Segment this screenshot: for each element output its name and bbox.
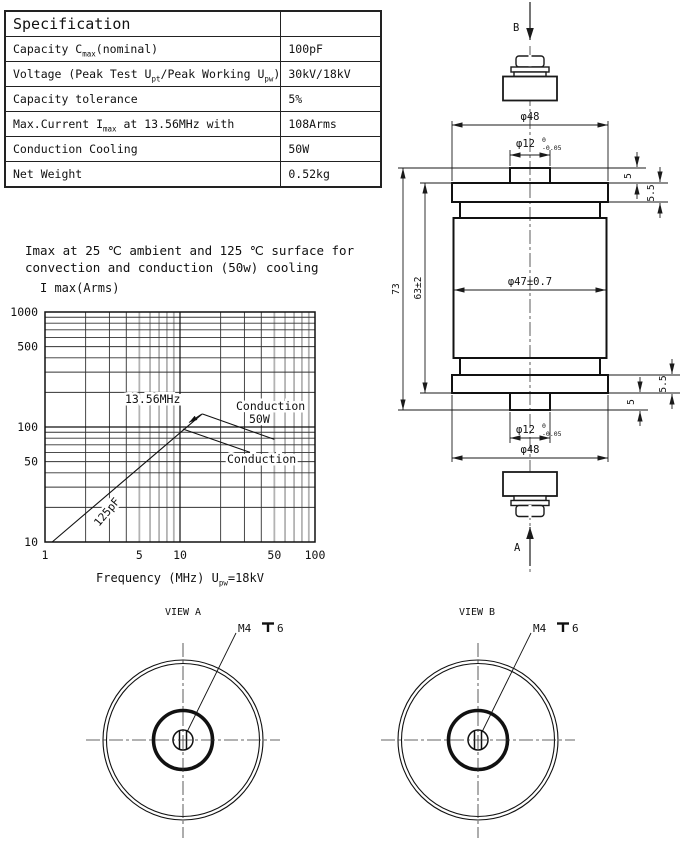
view-a-thread-depth: 6 — [277, 622, 284, 635]
view-b-arrow-label: B — [513, 22, 520, 34]
table-row — [5, 112, 381, 137]
table-row — [5, 137, 381, 162]
spec-label: Capacity $C_{max}(nominal)$ — [5, 37, 281, 62]
view-b-title: VIEW B — [458, 607, 496, 618]
bottom-screw-assembly — [503, 472, 557, 518]
view-b-thread-size: M4 — [533, 622, 547, 635]
dim-phi12-top-tol-lower: -0.05 — [542, 144, 562, 152]
table-row — [5, 37, 381, 62]
dim-boss-height-top: 5 — [623, 173, 634, 179]
annotation-125pf: 125pF — [91, 495, 123, 529]
x-tick-label: 50 — [267, 548, 282, 562]
annotation-conduction: Conduction — [227, 452, 297, 466]
table-row — [5, 162, 381, 188]
spec-value: 50W — [281, 137, 382, 162]
spec-value: 0.52kg — [281, 162, 382, 188]
dim-phi12-top: φ12 — [516, 138, 535, 150]
dim-phi12-bottom-tol-upper: 0 — [542, 422, 546, 430]
view-a-thread-size: M4 — [238, 622, 252, 635]
top-screw-assembly — [503, 55, 557, 101]
annotation-conduction-50w-line2: 50W — [249, 412, 270, 426]
x-tick-label: 1 — [41, 548, 49, 562]
dim-flange-height-bottom: 5.5 — [658, 375, 669, 393]
y-tick-label: 10 — [24, 535, 38, 549]
view-b-drawing — [381, 624, 575, 839]
x-tick-label: 100 — [304, 548, 326, 562]
spec-value: 108Arms — [281, 112, 382, 137]
y-tick-label: 50 — [24, 454, 38, 469]
specification-table — [4, 10, 382, 188]
freq-marker-arrow — [189, 415, 201, 423]
view-a-drawing — [86, 624, 280, 839]
dim-boss-height-bottom: 5 — [626, 399, 637, 405]
annotation-conduction-50w: Conduction — [236, 399, 306, 413]
spec-value: 100pF — [281, 37, 382, 62]
table-title: Specification — [5, 11, 281, 37]
end-views — [0, 595, 695, 847]
dim-phi12-bottom-tol-lower: -0.05 — [542, 430, 562, 438]
y-tick-label: 1000 — [10, 305, 38, 319]
chart-y-axis-label: I max(Arms) — [40, 281, 120, 295]
x-tick-label: 5 — [135, 548, 143, 562]
view-b-thread-depth: 6 — [572, 622, 579, 635]
dim-phi12-top-tol-upper: 0 — [542, 136, 546, 144]
y-tick-label: 500 — [17, 339, 38, 354]
table-row — [5, 62, 381, 87]
chart-x-axis-label: Frequency (MHz) $U_{pw}=18kV$ — [96, 571, 264, 588]
table-header-row — [5, 11, 381, 37]
annotation-frequency: 13.56MHz — [125, 392, 181, 406]
dim-phi48-top: φ48 — [520, 111, 540, 123]
chart-title-line1: Imax at 25 ℃ ambient and 125 ℃ surface for — [25, 243, 355, 258]
spec-label: Voltage (Peak Test $U_{pt}$/Peak Working $U_{pw}$) — [5, 62, 281, 87]
dim-body-height: 63±2 — [413, 276, 424, 300]
view-a-arrow-label: A — [514, 542, 521, 554]
capacitor-drawing — [390, 0, 695, 575]
spec-label: Max.Current $I_{max}$ at 13.56MHz with — [5, 112, 281, 137]
table-row — [5, 87, 381, 112]
chart-title-line2: convection and conduction (50w) cooling — [25, 260, 319, 275]
table-title-empty-cell — [281, 11, 382, 37]
spec-value: 5% — [281, 87, 382, 112]
dim-overall-height: 73 — [391, 283, 402, 295]
dim-body-dia: φ47±0.7 — [507, 276, 553, 288]
spec-label: Net Weight — [5, 162, 281, 188]
view-a-title: VIEW A — [164, 607, 202, 618]
spec-label: Conduction Cooling — [5, 137, 281, 162]
dim-phi12-bottom: φ12 — [516, 424, 535, 436]
dim-phi48-bottom: φ48 — [520, 444, 540, 456]
spec-value: 30kV/18kV — [281, 62, 382, 87]
chart-plot-area — [0, 300, 360, 590]
dim-flange-height-top: 5.5 — [646, 184, 657, 202]
y-tick-label: 100 — [17, 420, 38, 434]
x-tick-label: 10 — [173, 548, 187, 562]
spec-label: Capacity tolerance — [5, 87, 281, 112]
